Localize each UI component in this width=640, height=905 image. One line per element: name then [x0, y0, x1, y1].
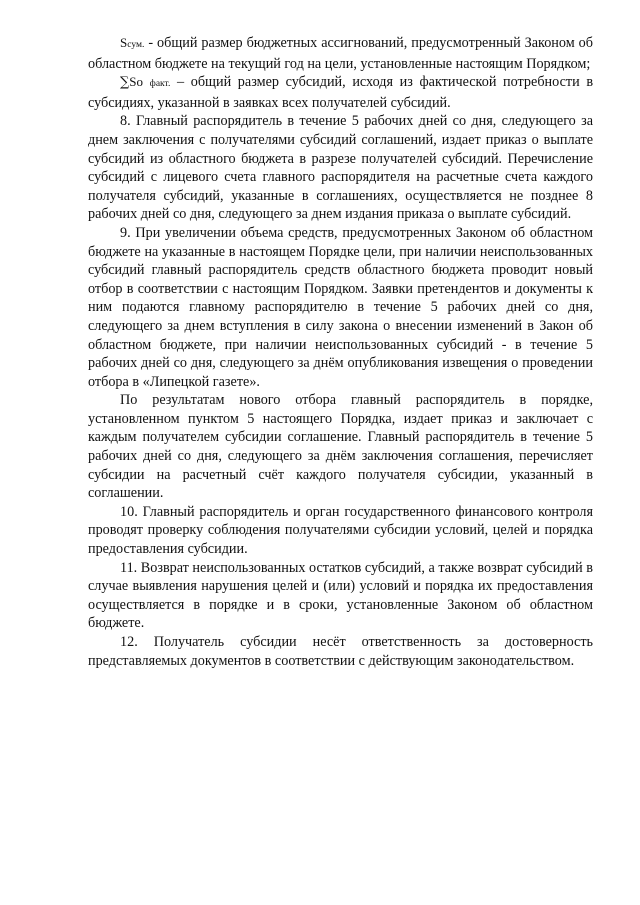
paragraph-11: 11. Возврат неиспользованных остатков субсидий, а также возврат субсидий в случае выявления нарушения целей и (или) условий и порядка их предоставления осуществляется в порядке и в сроки, установленные Законом об областном бюджете.: [88, 559, 593, 632]
definition-s-fact: [88, 73, 593, 112]
symbol-subscript: факт.: [149, 79, 171, 90]
document-body: [88, 34, 593, 670]
symbol-so: So: [129, 74, 144, 90]
paragraph-8: 8. Главный распорядитель в течение 5 рабочих дней со дня, следующего за днем заключения с получателями субсидий соглашений, издает приказ о выплате субсидий из областного бюджета в разрезе получателей субсидий. Перечисление субсидий с лицевого счета главного распорядителя на расчетные счета каждого получателя субсидий, указанные в соглашениях, осуществляется не позднее 8 рабочих дней со дня, следующего за днем издания приказа о выплате субсидий.: [88, 113, 593, 223]
sigma-symbol: ∑: [120, 75, 130, 91]
symbol-subscript: сум.: [127, 40, 145, 50]
definition-s-sum: [88, 34, 593, 73]
definition-text: - общий размер бюджетных ассигнований, предусмотренный Законом об областном бюджете на текущий год на цели, установленные настоящим Порядком;: [88, 35, 593, 72]
paragraph-9: 9. При увеличении объема средств, предусмотренных Законом об областном бюджете на указанные в настоящем Порядке цели, при наличии неиспользованных субсидий главный распорядитель средств областного бюджета проводит новый отбор в соответствии с настоящим Порядком. Заявки претендентов и документы к ним подаются главному распорядителю в течение 5 рабочих дней со дня, следующего за днем вступления в силу закона о внесении изменений в Закон об областном бюджете, при наличии неиспользованных субсидий - в течение 5 рабочих дней со дня, следующего за днём опубликования извещения о проведении отбора в «Липецкой газете».: [88, 224, 593, 390]
paragraph-9-continued: По результатам нового отбора главный распорядитель в порядке, установленном пунктом 5 настоящего Порядка, издает приказ и заключает с каждым получателем субсидии соглашение. Главный распорядитель в течение 5 рабочих дней со дня, следующего за днём заключения соглашения, перечисляет субсидии на расчетный счёт каждого получателя субсидии, указанный в соглашении.: [88, 392, 593, 502]
paragraph-12: 12. Получатель субсидии несёт ответственность за достоверность представляемых документов в соответствии с действующим законодательством.: [88, 634, 593, 669]
paragraph-10: 10. Главный распорядитель и орган государственного финансового контроля проводят проверку соблюдения получателями субсидии условий, целей и порядка предоставления субсидии.: [88, 503, 593, 558]
definition-text: – общий размер субсидий, исходя из фактической потребности в субсидиях, указанной в заявках всех получателей субсидий.: [88, 74, 594, 111]
symbol-s: S: [120, 35, 128, 50]
